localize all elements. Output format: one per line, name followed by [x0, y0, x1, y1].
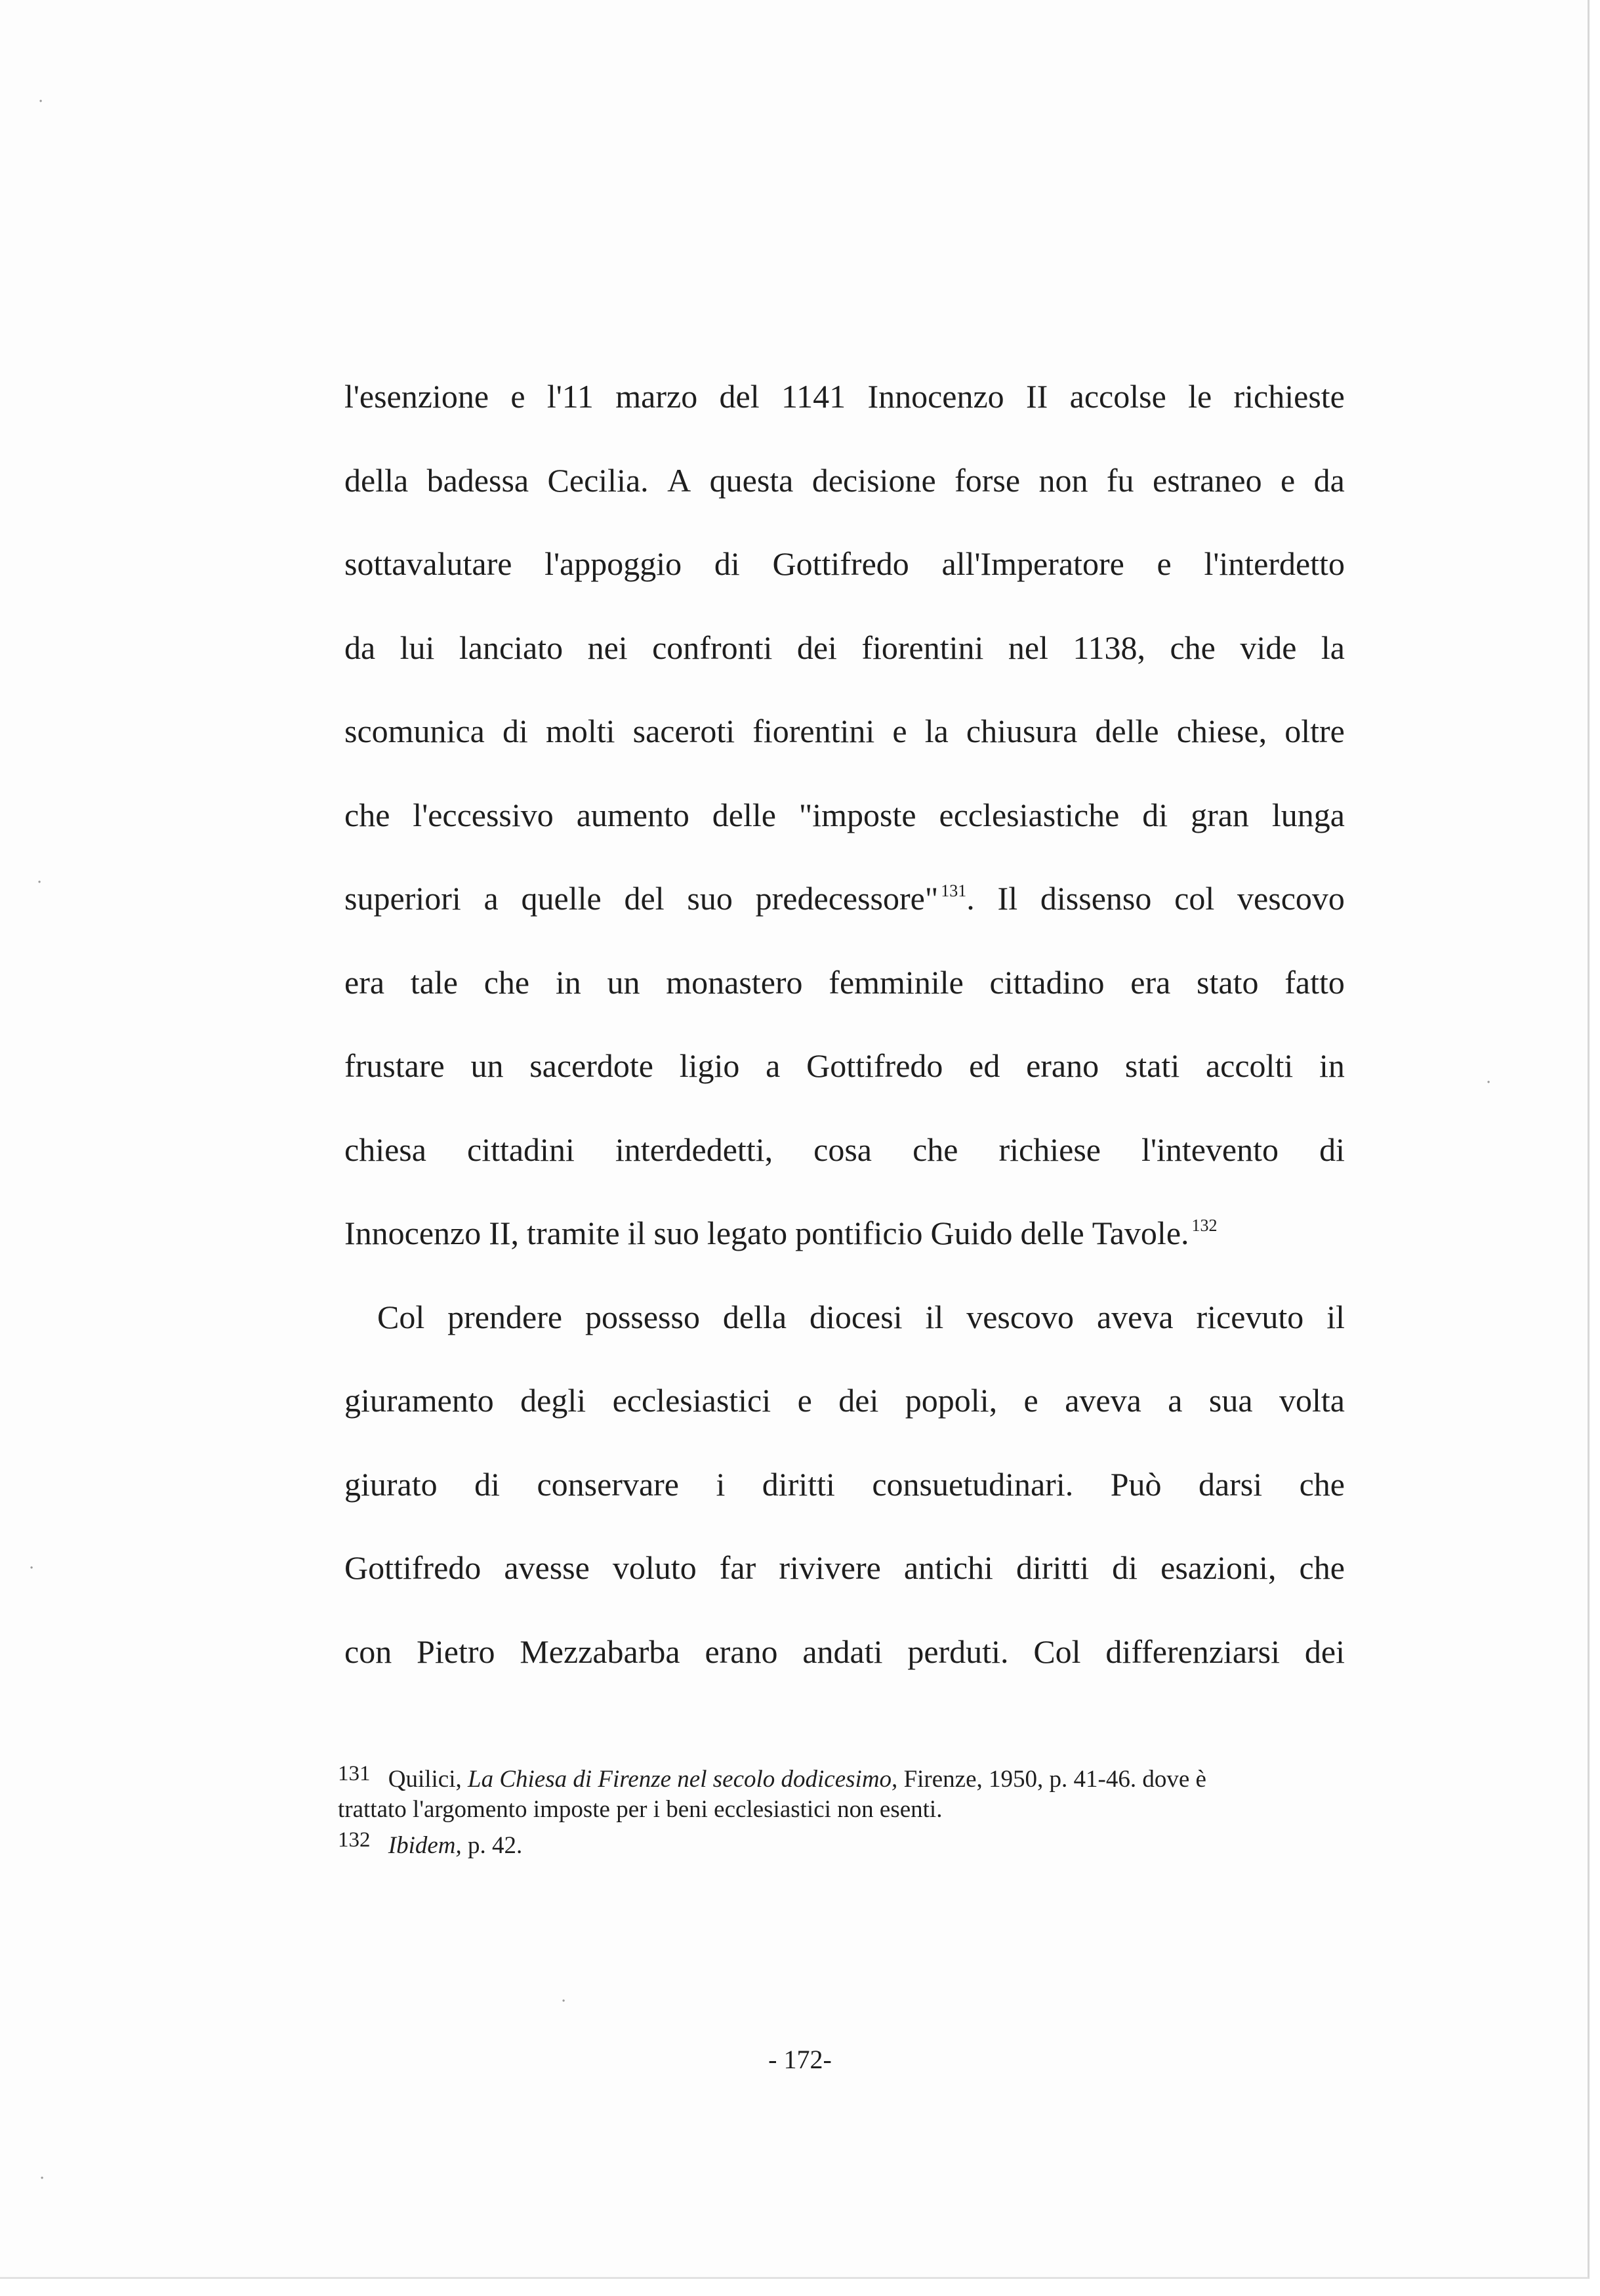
word: che — [1170, 629, 1216, 666]
word: giuramento — [344, 1382, 494, 1419]
word: all'Imperatore — [941, 545, 1124, 582]
word: a — [766, 1047, 781, 1084]
word: un — [607, 963, 640, 1001]
word: suo — [687, 880, 733, 917]
text-line — [344, 789, 1345, 873]
footnotes — [338, 1759, 1348, 1861]
word: di — [714, 545, 740, 582]
word: Il — [997, 880, 1018, 917]
scan-mark: · — [561, 1992, 567, 2011]
word: di — [1112, 1549, 1138, 1586]
word: andati — [802, 1633, 883, 1670]
word: il — [627, 1215, 646, 1251]
word: molti — [545, 713, 615, 749]
word: pontificio — [795, 1215, 923, 1251]
word: suo — [653, 1215, 699, 1251]
footnote-ref-131: 131 — [941, 881, 967, 900]
word: da — [344, 629, 376, 666]
word: l'interdetto — [1204, 545, 1345, 582]
word: cittadino — [989, 963, 1105, 1001]
word: Innocenzo — [344, 1215, 482, 1251]
text-line — [344, 1291, 1345, 1375]
word: Pietro — [417, 1633, 495, 1670]
text-line — [344, 873, 1345, 957]
word: a — [1168, 1382, 1183, 1419]
text-line — [344, 957, 1345, 1041]
footnote-author: Quilici, — [388, 1766, 462, 1793]
word: degli — [520, 1382, 586, 1419]
word: forse — [954, 461, 1021, 499]
footnote-number: 132 — [338, 1828, 371, 1852]
word: da — [1313, 461, 1345, 499]
text-line — [344, 1124, 1345, 1208]
word: oltre — [1284, 713, 1345, 749]
word: quelle — [521, 880, 602, 917]
word: lunga — [1271, 796, 1345, 833]
word: e — [1157, 545, 1172, 582]
word: accolti — [1205, 1047, 1294, 1084]
word: nei — [587, 629, 628, 666]
text-line — [344, 538, 1345, 622]
word: di — [474, 1465, 500, 1503]
word: in — [555, 963, 581, 1001]
word: marzo — [615, 378, 698, 415]
word: Guido — [930, 1215, 1013, 1251]
text-line — [344, 1459, 1345, 1543]
word: i — [716, 1465, 726, 1503]
word: che — [483, 963, 530, 1001]
word-with-footnote-ref: Tavole. $^{132}$ — [1092, 1215, 1218, 1251]
word: sacerdote — [529, 1047, 653, 1084]
word: dissenso — [1040, 880, 1152, 917]
word: giurato — [344, 1465, 438, 1503]
word: l'esenzione — [344, 378, 489, 415]
word: vescovo — [966, 1298, 1075, 1335]
word: Mezzabarba — [520, 1633, 680, 1670]
word: volta — [1279, 1382, 1345, 1419]
word: di — [1319, 1131, 1345, 1168]
word: scomunica — [344, 713, 485, 749]
word: lanciato — [459, 629, 564, 666]
footnote-details-cont: trattato l'argomento imposte per i beni ecclesiastici non esenti. — [338, 1796, 943, 1823]
word: vide — [1240, 629, 1297, 666]
word: erano — [1026, 1047, 1099, 1084]
word: 1141 — [781, 378, 846, 415]
word: aveva — [1065, 1382, 1141, 1419]
word: chiusura — [966, 713, 1078, 749]
footnote-ibidem: Ibidem, — [388, 1832, 462, 1859]
word: accolse — [1069, 378, 1166, 415]
word: lui — [400, 629, 435, 666]
word: ricevuto — [1196, 1298, 1304, 1335]
scan-mark: · — [1486, 1073, 1492, 1093]
word: era — [1130, 963, 1171, 1001]
word: A — [667, 461, 691, 499]
word: chiesa — [344, 1131, 426, 1168]
word: di — [1142, 796, 1168, 833]
word: frustare — [344, 1047, 445, 1084]
footnote-132 — [338, 1825, 1348, 1861]
footnote-details: p. 42. — [468, 1832, 523, 1859]
word: voluto — [612, 1549, 697, 1586]
word: col — [1174, 880, 1215, 917]
word: a — [483, 880, 499, 917]
word: della — [344, 461, 409, 499]
word: diocesi — [809, 1298, 903, 1335]
word: monastero — [666, 963, 803, 1001]
word: questa — [709, 461, 794, 499]
word: stati — [1124, 1047, 1180, 1084]
word: "imposte — [798, 796, 916, 833]
word: e — [1023, 1382, 1038, 1419]
word: consuetudinari. — [872, 1465, 1074, 1503]
word: fatto — [1284, 963, 1345, 1001]
footnote-131 — [338, 1759, 1348, 1825]
word: diritti — [1015, 1549, 1090, 1586]
word: 1138, — [1073, 629, 1146, 666]
text-line — [344, 1040, 1345, 1124]
word: tramite — [527, 1215, 620, 1251]
footnote-ref-132: 132 — [1191, 1216, 1218, 1235]
text-line — [344, 1542, 1345, 1626]
word: possesso — [585, 1298, 700, 1335]
word: dei — [796, 629, 837, 666]
word: e — [892, 713, 907, 749]
word: II, — [489, 1215, 520, 1251]
main-text — [344, 371, 1345, 1709]
word: erano — [705, 1633, 778, 1670]
word: delle — [1095, 713, 1159, 749]
word: che — [1299, 1549, 1345, 1586]
word: femminile — [829, 963, 964, 1001]
word: rivivere — [779, 1549, 881, 1586]
word: e — [1281, 461, 1296, 499]
word: diritti — [762, 1465, 835, 1503]
word: che — [913, 1131, 958, 1168]
scan-mark: · — [38, 92, 44, 112]
word: del — [624, 880, 665, 917]
word: richieste — [1233, 378, 1345, 415]
word: il — [925, 1298, 944, 1335]
word: il — [1326, 1298, 1345, 1335]
text-line — [344, 455, 1345, 539]
footnote-title: La Chiesa di Firenze nel secolo dodicesimo, — [468, 1766, 898, 1793]
scan-mark: · — [37, 873, 43, 892]
word: interdedetti, — [615, 1131, 773, 1168]
word: aveva — [1096, 1298, 1174, 1335]
word: l'appoggio — [544, 545, 682, 582]
word: era — [344, 963, 385, 1001]
word: sottavalutare — [344, 545, 512, 582]
word: con — [344, 1633, 392, 1670]
word: popoli, — [905, 1382, 998, 1419]
word: Gottifredo — [772, 545, 909, 582]
word: confronti — [652, 629, 773, 666]
word: II — [1026, 378, 1048, 415]
word: e — [797, 1382, 812, 1419]
word: legato — [707, 1215, 788, 1251]
word: tale — [410, 963, 458, 1001]
word: ligio — [679, 1047, 740, 1084]
word: far — [719, 1549, 756, 1586]
word: saceroti — [632, 713, 735, 749]
word: fiorentini — [861, 629, 984, 666]
word: di — [502, 713, 528, 749]
word: Può — [1110, 1465, 1162, 1503]
word: l'intevento — [1141, 1131, 1279, 1168]
word: decisione — [811, 461, 936, 499]
word: prendere — [447, 1298, 563, 1335]
word: l'eccessivo — [413, 796, 554, 833]
scan-mark: · — [29, 1558, 35, 1578]
word: non — [1038, 461, 1088, 499]
word: vescovo — [1237, 880, 1345, 917]
word: antichi — [903, 1549, 993, 1586]
word: ecclesiastiche — [939, 796, 1120, 833]
text-line — [344, 371, 1345, 455]
text-line — [344, 1207, 1345, 1291]
word: ecclesiastici — [612, 1382, 771, 1419]
word: avesse — [504, 1549, 590, 1586]
word: stato — [1197, 963, 1259, 1001]
word: gran — [1191, 796, 1249, 833]
footnote-number: 131 — [338, 1762, 371, 1785]
word: Cecilia. — [547, 461, 649, 499]
word: dei — [838, 1382, 879, 1419]
word: che — [1299, 1465, 1345, 1503]
word: Col — [1033, 1633, 1081, 1670]
word: in — [1319, 1047, 1345, 1084]
word-with-footnote-ref: predecessore" $^{131}$. — [755, 880, 975, 917]
word: aumento — [576, 796, 689, 833]
word: Col — [377, 1298, 425, 1335]
footnote-details: Firenze, 1950, p. 41-46. dove è — [903, 1766, 1206, 1793]
word: perduti. — [907, 1633, 1009, 1670]
word: chiese, — [1176, 713, 1267, 749]
text-line — [344, 622, 1345, 706]
word: cosa — [813, 1131, 872, 1168]
scan-mark: · — [39, 2169, 45, 2188]
word: l'11 — [546, 378, 594, 415]
word: della — [722, 1298, 787, 1335]
word: delle — [1020, 1215, 1084, 1251]
word: fu — [1106, 461, 1134, 499]
word: darsi — [1198, 1465, 1263, 1503]
word: estraneo — [1153, 461, 1262, 499]
word: esazioni, — [1160, 1549, 1277, 1586]
word: e — [510, 378, 525, 415]
word: differenziarsi — [1105, 1633, 1281, 1670]
text-line — [344, 1626, 1345, 1710]
word: ed — [969, 1047, 1000, 1084]
word: superiori — [344, 880, 461, 917]
word: dei — [1304, 1633, 1345, 1670]
text-line — [344, 705, 1345, 789]
word: fiorentini — [752, 713, 875, 749]
word: badessa — [426, 461, 529, 499]
word: un — [470, 1047, 504, 1084]
word: le — [1188, 378, 1212, 415]
word: conservare — [537, 1465, 679, 1503]
word: del — [719, 378, 760, 415]
word: la — [1321, 629, 1345, 666]
word: sua — [1208, 1382, 1253, 1419]
word: che — [344, 796, 390, 833]
word: Gottifredo — [806, 1047, 943, 1084]
word: Innocenzo — [867, 378, 1004, 415]
word: richiese — [998, 1131, 1101, 1168]
text-line — [344, 1375, 1345, 1459]
word: cittadini — [467, 1131, 575, 1168]
page-number: - 172- — [768, 2045, 832, 2074]
word: delle — [712, 796, 776, 833]
word: la — [924, 713, 949, 749]
word: Gottifredo — [344, 1549, 482, 1586]
word: nel — [1008, 629, 1048, 666]
